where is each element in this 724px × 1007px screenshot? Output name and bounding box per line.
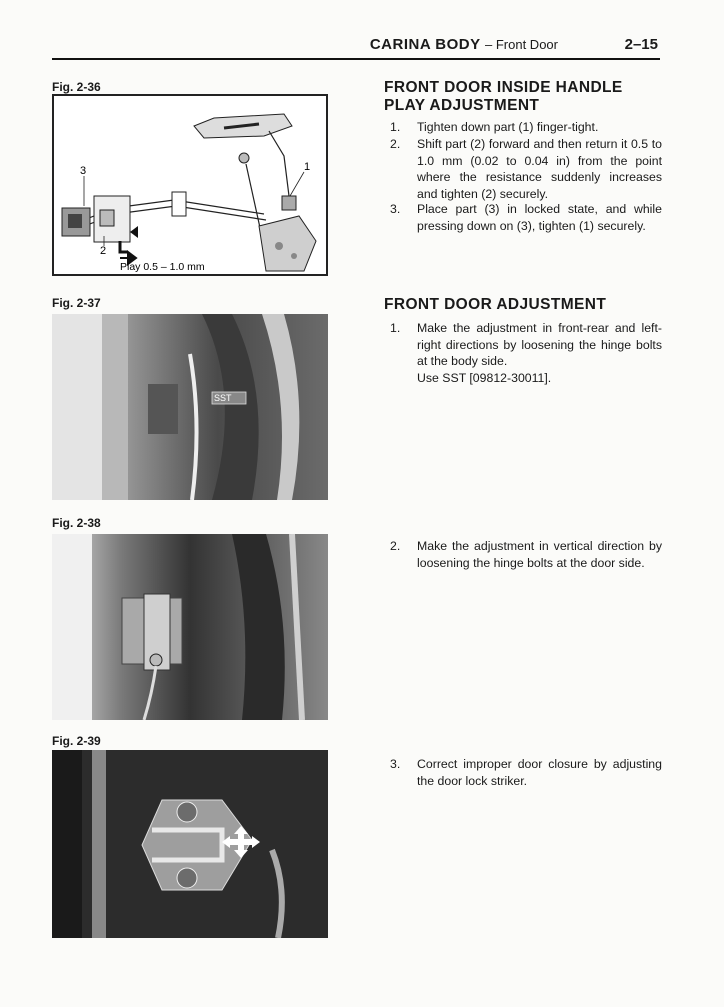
- sst-reference: Use SST [09812-30011].: [417, 370, 552, 385]
- figure-caption: Play 0.5 – 1.0 mm: [120, 261, 205, 273]
- fig-label: Fig. 2-38: [52, 516, 101, 530]
- page-header: [52, 36, 660, 60]
- fig-label: Fig. 2-36: [52, 80, 101, 94]
- section-title-line: FRONT DOOR INSIDE HANDLE: [384, 79, 623, 96]
- callout-2: 2: [100, 245, 107, 257]
- step-text: Tighten down part (1) finger-tight.: [417, 120, 599, 134]
- step-number: 3.: [390, 202, 401, 216]
- section-title-door-adjustment: [384, 296, 674, 314]
- page-number: 2–15: [624, 36, 658, 53]
- photo-hinge-body-side: [52, 314, 328, 500]
- linkage-diagram: [54, 96, 326, 274]
- photo-hinge-door-side: [52, 534, 328, 720]
- sst-tag: SST: [214, 393, 232, 403]
- section-title-line: PLAY ADJUSTMENT: [384, 97, 540, 114]
- section-title-inside-handle: [384, 79, 674, 115]
- header-subtitle: – Front Door: [485, 37, 558, 52]
- step-number: 3.: [390, 757, 401, 771]
- step-text: Make the adjustment in vertical direction by loosening the hinge bolts at the door side.: [417, 539, 662, 570]
- photo-door-lock-striker: [52, 750, 328, 938]
- step-item: [390, 538, 662, 571]
- step-item: [390, 201, 662, 234]
- callout-1: 1: [304, 161, 311, 173]
- step-number: 1.: [390, 120, 401, 134]
- section-title-line: FRONT DOOR ADJUSTMENT: [384, 296, 607, 313]
- step-item: [390, 136, 662, 202]
- step-text: Shift part (2) forward and then return it 0.5 to 1.0 mm (0.02 to 0.04 in) from the point where the resistance suddenly increases and tighten (2) securely.: [417, 137, 662, 201]
- step-text: Place part (3) in locked state, and while pressing down on (3), tighten (1) securely.: [417, 202, 662, 233]
- callout-3: 3: [80, 165, 87, 177]
- step-text: [417, 320, 662, 386]
- step-number: 2.: [390, 539, 401, 553]
- fig-label: Fig. 2-37: [52, 296, 101, 310]
- figure-diagram: [52, 94, 328, 276]
- step-item: [390, 320, 662, 386]
- step-number: 1.: [390, 321, 401, 335]
- step-text-main: Make the adjustment in front-rear and left-right directions by loosening the hinge bolts at the body side.: [417, 321, 662, 368]
- step-item: [390, 756, 662, 789]
- step-text: Correct improper door closure by adjusting the door lock striker.: [417, 757, 662, 788]
- header-title: CARINA BODY – Front Door: [369, 36, 558, 53]
- step-number: 2.: [390, 137, 401, 151]
- fig-label: Fig. 2-39: [52, 734, 101, 748]
- step-item: [390, 119, 662, 136]
